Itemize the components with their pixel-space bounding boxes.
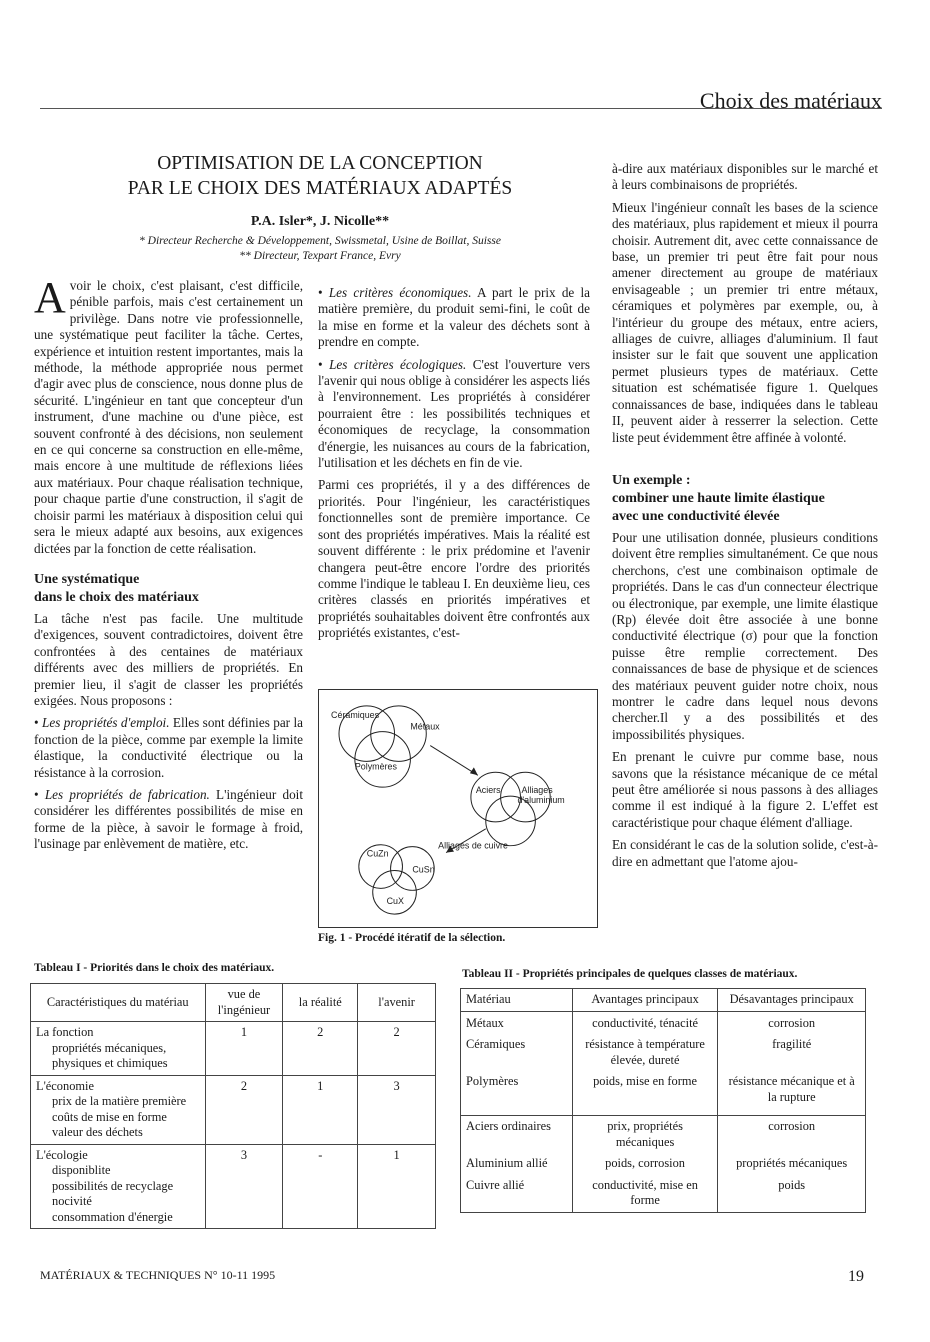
table-row: L'écologie disponiblite possibilités de recyclage nocivité consommation d'énergie 3 - 1 bbox=[31, 1144, 436, 1229]
bullet-emploi: • Les propriétés d'emploi. Elles sont définies par la fonction de la pièce, comme par exemple la limite élastique, la conductivité électrique ou la résistance à la corrosion. bbox=[34, 715, 303, 780]
paragraph-2: La tâche n'est pas facile. Une multitude d'exigences, souvent contradictoires, doivent être confrontées à des centaines de matériaux différents avec des milliers de propriétés. En premier lieu, il s'agit de classer les propriétés exigées. Nous proposons : bbox=[34, 610, 303, 708]
heading-systematique: Une systématique dans le choix des matériaux bbox=[34, 571, 199, 605]
paragraph-priorites: Parmi ces propriétés, il y a des différences de priorités. Pour l'ingénieur, les caractéristiques fonctionnelles sont de première importance. Ce sont des propriétés impératives. Mais la réalité est souvent différente : le prix prédomine et l'avenir changera peut-être encore l'ordre des priorités comme l'indique le tableau I. En deuxième lieu, ces critères classés en priorités impératives et propriétés souhaitables doivent être confrontés aux propriétés existantes, c'est- bbox=[318, 477, 590, 641]
table-row: Métaux conductivité, ténacité corrosion bbox=[461, 1011, 866, 1034]
arrow-1-line bbox=[430, 746, 478, 776]
label-ceramiques: Céramiques bbox=[331, 709, 380, 720]
article-title bbox=[60, 151, 580, 201]
affiliation-2: ** Directeur, Texpart France, Evry bbox=[239, 250, 401, 262]
journal-footer: MATÉRIAUX & TECHNIQUES N° 10-11 1995 bbox=[40, 1268, 276, 1282]
label-alliages-1: Alliages bbox=[521, 785, 553, 796]
t1-header-0: Caractéristiques du matériau bbox=[31, 984, 206, 1022]
circle-cux bbox=[373, 870, 417, 914]
label-aciers: Aciers bbox=[475, 785, 501, 796]
label-polymeres: Polymères bbox=[354, 761, 397, 772]
t1-header-3: l'avenir bbox=[358, 984, 436, 1022]
column-2 bbox=[318, 285, 590, 648]
section-title: Choix des matériaux bbox=[699, 88, 882, 113]
column-1 bbox=[34, 273, 303, 859]
paragraph-c3-2: Mieux l'ingénieur connaît les bases de la science des matériaux, plus rapidement et mieux il pourra choisir. Autrement dit, avec cette connaissance de base, un premier tri peut être fait pour nous amener directement au groupe de matériaux envisageable ; un premier tri entre métaux, céramiques et polymères par exemple, ou, à l'intérieur du groupe des métaux, entre aciers, alliages de cuivre, alliages d'aluminium. Il faut insister sur le fait que souvent une application permet plusieurs types de matériaux. Cette situation est schématisée figure 1. Quelques connaissances de base, indiquées dans le tableau II, peuvent aider à resserrer la selection. Cette liste peut évidemment être affinée à volonté. bbox=[612, 199, 878, 445]
table-row: L'économie prix de la matière première coûts de mise en forme valeur des déchets 2 1 3 bbox=[31, 1075, 436, 1144]
header-rule bbox=[40, 108, 882, 109]
label-metaux: Métaux bbox=[410, 721, 440, 732]
authors: P.A. Isler*, J. Nicolle** bbox=[250, 214, 390, 229]
label-cux: CuX bbox=[386, 896, 404, 907]
paragraph-c3-3: Pour une utilisation donnée, plusieurs conditions doivent être remplies simultanément. Ce que nous cherchons, c'est une combinaison optimale de propriétés. Dans le cas d'un connecteur électrique ou électronique, par exemple, une limite élastique (Rp) élevée doit être associée à une bonne conductivité électrique (σ) pour que la fonction puisse être remplie correctement. Des connaissances de base de physique et de sciences des matériaux peuvent guider notre choix, nous montrer le cadre dans lequel nous devons chercher.Il y a des possibilités et des impossibilités physiques. bbox=[612, 529, 878, 742]
title-line-1: OPTIMISATION DE LA CONCEPTION bbox=[157, 153, 483, 174]
drop-cap: A bbox=[34, 273, 66, 322]
table-row: La fonction propriétés mécaniques, physiques et chimiques 1 2 2 bbox=[31, 1022, 436, 1076]
title-line-2: PAR LE CHOIX DES MATÉRIAUX ADAPTÉS bbox=[127, 178, 513, 199]
table-row: Polymères poids, mise en forme résistance mécanique et à la rupture bbox=[461, 1071, 866, 1116]
table-row: Aciers ordinaires prix, propriétés mécaniques corrosion bbox=[461, 1116, 866, 1154]
table-1-caption: Tableau I - Priorités dans le choix des matériaux. bbox=[34, 962, 275, 974]
circle-polymeres bbox=[355, 732, 411, 788]
table-row: Aluminium allié poids, corrosion propriétés mécaniques bbox=[461, 1153, 866, 1175]
figure-caption: Fig. 1 - Procédé itératif de la sélection. bbox=[318, 932, 506, 944]
table-row: Céramiques résistance à température élevée, dureté fragilité bbox=[461, 1034, 866, 1071]
table-2 bbox=[460, 988, 866, 1213]
table-2-caption: Tableau II - Propriétés principales de quelques classes de matériaux. bbox=[462, 968, 798, 980]
bullet-economiques: • Les critères économiques. A part le prix de la matière première, du produit semi-fini, le coût de la mise en forme et la valeur des déchets sont à prendre en compte. bbox=[318, 285, 591, 350]
paragraph-c3-5: En considérant le cas de la solution solide, c'est-à-dire en admettant que l'atome ajou- bbox=[612, 837, 878, 869]
bullet-ecologiques: • Les critères écologiques. C'est l'ouverture vers l'avenir qui nous oblige à considérer les aspects liés à l'environnement. Les propriétés à considérer pourraient être : les possibilités techniques et économiques de recyclage, la consommation d'énergie, les nuisances au cours de la fabrication, l'utilisation et les déchets en fin de vie. bbox=[318, 356, 590, 471]
label-alliages-cuivre: Alliages de cuivre bbox=[438, 840, 508, 851]
label-cuzn: CuZn bbox=[366, 848, 389, 859]
page-number: 19 bbox=[848, 1268, 864, 1285]
label-alliages-2: d'aluminium bbox=[517, 795, 565, 806]
t1-header-1: vue de l'ingénieur bbox=[205, 984, 283, 1022]
table-row: Cuivre allié conductivité, mise en forme poids bbox=[461, 1175, 866, 1213]
table-1 bbox=[30, 983, 436, 1229]
table-2-header: Matériau Avantages principaux Désavantages principaux bbox=[461, 989, 866, 1012]
figure-1 bbox=[318, 689, 598, 928]
paragraph-c3-4: En prenant le cuivre pur comme base, nous savons que la résistance mécanique de ce métal peut être améliorée si nous passons à des alliages comme il est indiqué à la figure 2. L'effet est caractéristique pour chaque élément d'alliage. bbox=[612, 749, 878, 830]
paragraph-c3-1: à-dire aux matériaux disponibles sur le marché et à leurs combinaisons de propriétés. bbox=[612, 161, 878, 193]
label-cusn: CuSn bbox=[412, 864, 435, 875]
t1-header-2: la réalité bbox=[283, 984, 358, 1022]
column-3 bbox=[612, 161, 878, 876]
circle-aciers bbox=[471, 772, 521, 822]
table-1-header bbox=[31, 984, 436, 1022]
venn-diagram bbox=[319, 690, 597, 927]
heading-exemple: Un exemple : combiner une haute limite élastique avec une conductivité élevée bbox=[612, 472, 825, 524]
affiliation-1: * Directeur Recherche & Développement, Swissmetal, Usine de Boillat, Suisse bbox=[139, 235, 501, 247]
bullet-fabrication: • Les propriétés de fabrication. L'ingénieur doit considérer les différentes possibilités de mise en forme de la pièce, à savoir le formage à froid, l'usinage par enlèvement de matière, etc. bbox=[34, 786, 303, 852]
intro-paragraph: Avoir le choix, c'est plaisant, c'est difficile, pénible parfois, mais c'est certainement un privilège. Dans notre vie professionnelle, une systématique peut faciliter la tâche. Certes, expérience et intuition restent importantes, mais la méthode, la méthode appropriée nous permet d'agir avec plus de conscience, nous donne plus de sécurité. L'ingénieur en tant que concepteur d'un instrument, d'une machine ou d'une pièce, est souvent confronté à des décisions, non seulement en ce qui concerne sa construction en elle-même, mais encore à une multitude de réflexions liées aux matériaux. Pour chaque réalisation technique, pour chaque partie d'une construction, il s'agit de choisir parmi les matériaux à disposition celui qui sera le mieux adapté aux besoins, aux exigences dictées par la fonction de cette réalisation. bbox=[34, 273, 303, 556]
